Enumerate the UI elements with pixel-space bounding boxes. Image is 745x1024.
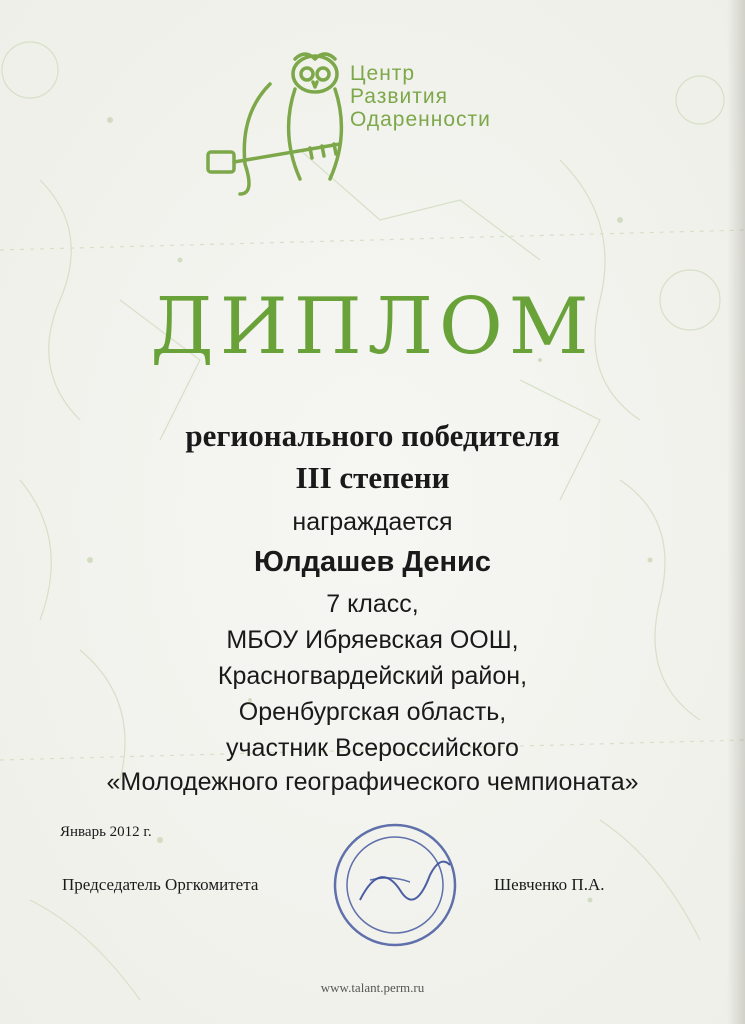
logo-text	[350, 62, 491, 131]
grade-line: 7 класс,	[326, 590, 419, 618]
issue-date: Январь 2012 г.	[60, 824, 152, 840]
diploma-title: ДИПЛОМ	[150, 282, 595, 372]
page-edge-shadow	[727, 0, 745, 1024]
region-line: Оренбургская область,	[238, 698, 507, 726]
recipient-name: Юлдашев Денис	[254, 546, 491, 578]
school-line: МБОУ Ибряевская ООШ,	[226, 626, 519, 654]
event-line: «Молодежного географического чемпионата»	[106, 768, 639, 796]
award-line-1: регионального победителя	[185, 418, 560, 453]
website-url: www.talant.perm.ru	[320, 980, 425, 995]
logo-line-1: Центр	[350, 62, 416, 85]
participant-line: участник Всероссийского	[226, 734, 519, 762]
logo-line-2: Развития	[350, 85, 448, 108]
chair-name: Шевченко П.А.	[494, 875, 605, 894]
organization-stamp	[330, 820, 460, 950]
award-line-2: III степени	[295, 460, 450, 495]
chair-title: Председатель Оргкомитета	[62, 875, 259, 894]
district-line: Красногвардейский район,	[217, 662, 528, 690]
logo-line-3: Одаренности	[350, 108, 491, 131]
awarded-label: награждается	[292, 508, 453, 536]
